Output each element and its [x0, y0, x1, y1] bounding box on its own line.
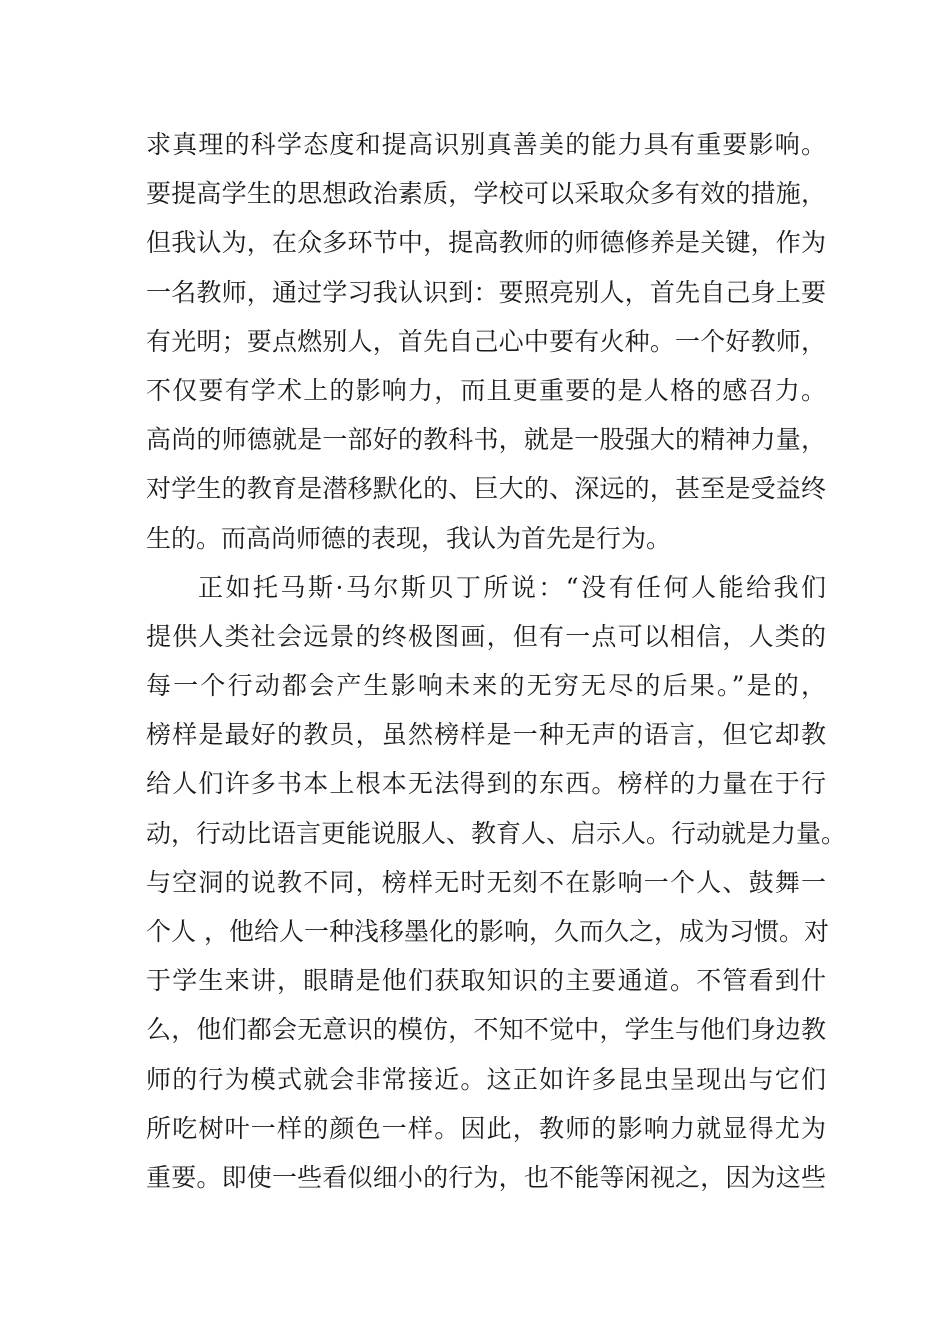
- text-line: 动，行动比语言更能说服人、教育人、启示人。行动就是力量。: [146, 818, 847, 848]
- paragraph-start-line: 正如托马斯·马尔斯贝丁所说：“没有任何人能给我们: [198, 572, 826, 602]
- body-text: [146, 120, 847, 1202]
- text-line: 么，他们都会无意识的模仿，不知不觉中，学生与他们身边教: [146, 1015, 826, 1045]
- text-line: 对学生的教育是潜移默化的、巨大的、深远的，甚至是受益终: [146, 474, 826, 504]
- text-line: 与空洞的说教不同，榜样无时无刻不在影响一个人、鼓舞一: [146, 867, 826, 897]
- text-line: 给人们许多书本上根本无法得到的东西。榜样的力量在于行: [146, 769, 826, 799]
- text-line: 一名教师，通过学习我认识到：要照亮别人，首先自己身上要: [146, 277, 826, 307]
- text-line: 提供人类社会远景的终极图画，但有一点可以相信，人类的: [146, 621, 826, 651]
- text-line: 有光明；要点燃别人，首先自己心中要有火种。一个好教师，: [146, 326, 826, 356]
- text-line: 师的行为模式就会非常接近。这正如许多昆虫呈现出与它们: [146, 1064, 826, 1094]
- paragraph-end-line: 生的。而高尚师德的表现，我认为首先是行为。: [146, 523, 672, 553]
- text-line: 每一个行动都会产生影响未来的无穷无尽的后果。”是的，: [146, 671, 826, 701]
- text-line: 重要。即使一些看似细小的行为，也不能等闲视之，因为这些: [146, 1162, 826, 1192]
- text-line: 要提高学生的思想政治素质，学校可以采取众多有效的措施，: [146, 179, 826, 209]
- text-line: 高尚的师德就是一部好的教科书，就是一股强大的精神力量，: [146, 425, 826, 455]
- text-line: 求真理的科学态度和提高识别真善美的能力具有重要影响。: [146, 130, 826, 159]
- text-line: 所吃树叶一样的颜色一样。因此，教师的影响力就显得尤为: [146, 1113, 826, 1143]
- text-line: 于学生来讲，眼睛是他们获取知识的主要通道。不管看到什: [146, 966, 826, 996]
- text-line: 个人 ，他给人一种浅移墨化的影响，久而久之，成为习惯。对: [146, 917, 829, 946]
- text-line: 不仅要有学术上的影响力，而且更重要的是人格的感召力。: [146, 375, 826, 405]
- text-line: 榜样是最好的教员，虽然榜样是一种无声的语言，但它却教: [146, 720, 826, 750]
- text-line: 但我认为，在众多环节中，提高教师的师德修养是关键，作为: [146, 228, 826, 258]
